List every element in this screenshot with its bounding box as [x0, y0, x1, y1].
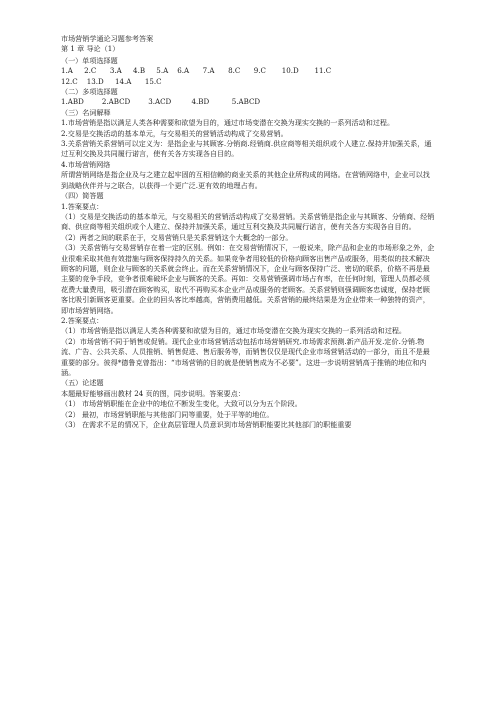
answer-key-label: 1.答案要点：: [61, 201, 104, 211]
definition-paragraph: 3.关系营销关系营销可以定义为：是指企业与其顾客.分销商.经销商.供应商等相关组织或个人建立.保持并加强关系，通过互利交换及共同履行诺言，使有关各方实现各自目的。: [61, 139, 432, 159]
definition-paragraph: 4.市场营销网络: [61, 159, 111, 169]
document-title: 市场营销学通论习题参考答案: [61, 34, 154, 43]
multiple-choice-answers-row: 1.ABD 2.ABCD 3.ACD 4.BD 5.ABCD: [61, 97, 261, 107]
section-heading-essay: （五）论述题: [61, 378, 104, 388]
section-heading-single-choice: （一）单项选择题: [61, 55, 118, 65]
essay-intro: 本题最好能够画出教材 24 页的图，同步说明。答案要点：: [61, 388, 245, 398]
answer-paragraph: （3）关系营销与交易营销存在着一定的区别。例如：在交易营销情况下，一般说来，除产品和企业的市场形象之外，企业很难采取其他有效措施与顾客保持持久的关系。如果竞争者用较低的价格向顾客出售产品或服务，用类似的技术解决顾客的问题，则企业与顾客的关系就会终止。而在关系营销情况下，企业与顾客保持广泛、密切的联系，价格不再是最主要的竞争手段，竞争者很难破坏企业与顾客的关系。再如：交易营销强调市场占有率，在任何时刻，管理人员都必须花费大量费用，吸引潜在顾客购买，取代不再购买本企业产品或服务的老顾客。关系营销则强调顾客忠诚度，保持老顾客比吸引新顾客更重要。企业的回头客比率越高，营销费用越低。关系营销的最终结果是为企业带来一种独特的资产，即市场营销网络。: [61, 243, 435, 315]
answer-paragraph: （1）市场营销是指以满足人类各种需要和欲望为目的，通过市场变潜在交换为现实交换的一系列活动和过程。: [61, 326, 407, 336]
section-heading-short-answer: （四）简答题: [61, 191, 104, 201]
chapter-heading: 第 1 章 导论（1）: [61, 44, 120, 54]
definition-paragraph: 所谓营销网络是指企业及与之建立起牢固的互相信赖的商业关系的其他企业所构成的网络。在营销网络中，企业可以找到战略伙伴并与之联合，以获得一个更广泛.更有效的地理占有。: [61, 170, 430, 190]
single-choice-answers-row-1: 1.A 2.C 3.A 4.B 5.A 6.A 7.A 8.C 9.C 10.D 11.C: [61, 66, 332, 76]
section-heading-definitions: （三）名词解释: [61, 107, 111, 117]
essay-paragraph: （1） 市场营销职能在企业中的地位不断发生变化，大致可以分为五个阶段。: [61, 399, 302, 409]
essay-paragraph: （3） 在需求不足的情况下，企业高层管理人员意识到市场营销职能要比其他部门的职能重要: [61, 420, 352, 430]
section-heading-multiple-choice: （二）多项选择题: [61, 87, 118, 97]
definition-paragraph: 1.市场营销是指以满足人类各种需要和欲望为目的，通过市场变潜在交换为现实交换的一系列活动和过程。: [61, 118, 395, 128]
single-choice-answers-row-2: 12.C 13.D 14.A 15.C: [61, 76, 162, 86]
answer-paragraph: （2）两者之间的联系在于，交易营销只是关系营销这个大概念的一部分。: [61, 232, 293, 242]
answer-paragraph: （2）市场营销不同于销售或促销。现代企业市场营销活动包括市场营销研究.市场需求预测.新产品开发.定价.分销.物流、广告、公共关系、人员推销、销售促进、售后服务等，而销售仅仅是现代企业市场营销活动的一部分，而且不是最重要的部分。彼得*德鲁克曾指出：“市场营销的目的就是使销售成为不必要”。这进一步说明营销高于推销的地位和内涵。: [61, 336, 430, 377]
answer-paragraph: （1）交易是交换活动的基本单元，与交易相关的营销活动构成了交易营销。关系营销是指企业与其顾客、分销商、经销商、供应商等相关组织或个人建立、保持并加强关系，通过互利交换及共同履行诺言，使有关各方实现各自目的。: [61, 211, 435, 232]
answer-key-label: 2.答案要点：: [61, 315, 104, 325]
document-body: [61, 34, 435, 430]
essay-paragraph: （2） 最初，市场营销职能与其他部门同等重要，处于平等的地位。: [61, 409, 274, 419]
definition-paragraph: 2.交易是交换活动的基本单元，与交易相关的营销活动构成了交易营销。: [61, 128, 288, 138]
